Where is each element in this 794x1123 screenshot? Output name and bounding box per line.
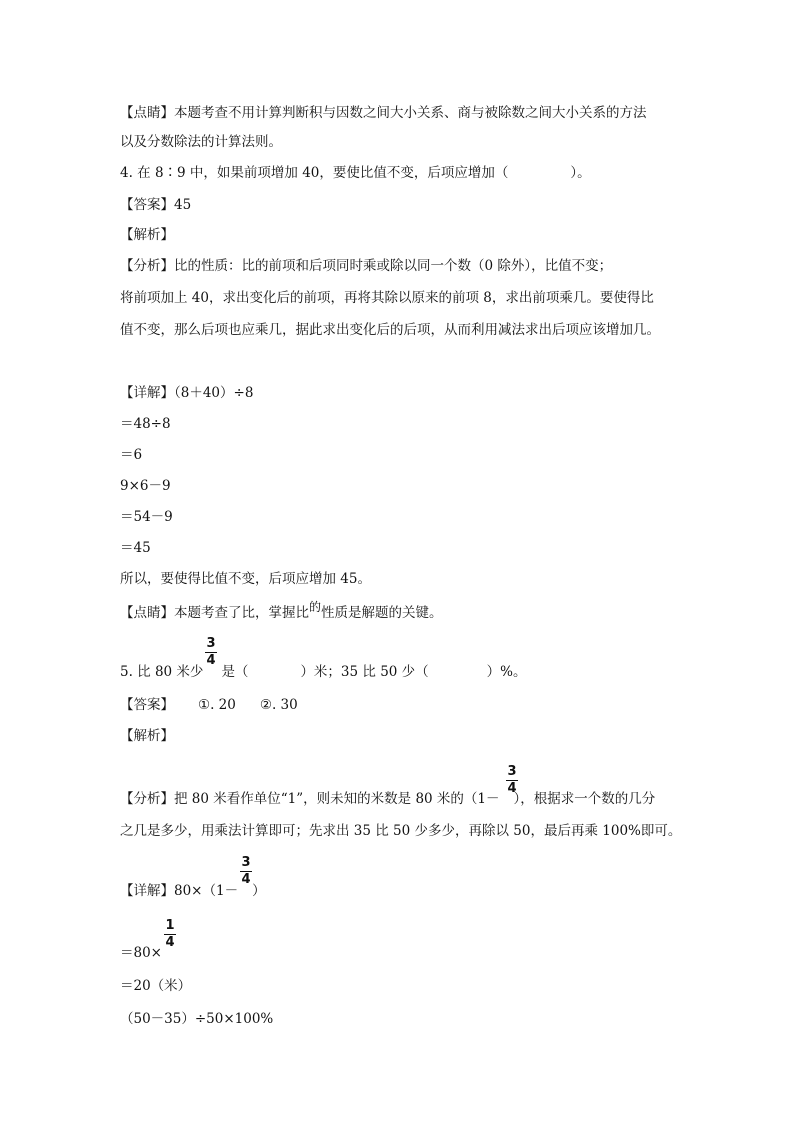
fenxi-tag: 【分析】 (120, 791, 174, 807)
q4-question-end: ）。 (570, 165, 591, 181)
fraction-denominator: 4 (241, 872, 251, 887)
q5-question-text: 5. 比 80 米少 (120, 664, 204, 680)
q4-detail (120, 384, 253, 402)
comment-text: 性质是解题的关键。 (321, 605, 443, 621)
fraction-numerator: 3 (507, 764, 517, 779)
q5-step2: ＝80× (120, 945, 162, 961)
q4-fenxi-line1 (120, 257, 612, 275)
q5-answer (120, 696, 298, 714)
q5-step2-fraction (164, 919, 176, 950)
fraction-numerator: 3 (241, 855, 251, 870)
q4-step: 9×6－9 (120, 478, 171, 494)
q4-fenxi-line2: 将前项加上 40，求出变化后的前项，再将其除以原来的前项 8，求出前项乘几。要使得比 (120, 290, 654, 306)
q4-comment (120, 600, 443, 622)
detail-tag: 【详解】 (120, 385, 174, 401)
q5-question-text: 是（ (221, 664, 249, 680)
q4-step: ＝6 (120, 447, 143, 463)
detail-step: 80×（1－ (174, 883, 239, 899)
detail-tag: 【详解】 (120, 883, 174, 899)
q4-step: ＝54－9 (120, 509, 173, 525)
fenxi-text: 把 80 米看作单位“1”，则未知的米数是 80 米的（1－ (174, 791, 500, 807)
comment-tag: 【点睛】 (120, 605, 174, 621)
fraction-numerator: 1 (165, 918, 175, 933)
answer-value-1: ①. 20 (198, 697, 236, 713)
fenxi-tag: 【分析】 (120, 258, 174, 274)
q3-comment-line2: 以及分数除法的计算法则。 (120, 134, 282, 150)
answer-value-2: ②. 30 (259, 697, 298, 713)
q5-step4: （50－35）÷50×100% (120, 1011, 274, 1027)
fraction-denominator: 4 (206, 653, 216, 668)
q5-fenxi-line1 (120, 790, 655, 808)
comment-text: 本题考查了比，掌握比 (174, 605, 309, 621)
q5-detail (120, 882, 266, 900)
q3-comment-line1 (120, 104, 647, 122)
q4-question-text: 4. 在 8∶9 中，如果前项增加 40，要使比值不变，后项应增加（ (120, 165, 509, 181)
fraction-denominator: 4 (507, 781, 517, 796)
answer-tag: 【答案】 (120, 697, 174, 713)
q5-analysis-tag: 【解析】 (120, 728, 174, 744)
q4-conclusion: 所以，要使得比值不变，后项应增加 45。 (120, 571, 371, 587)
comment-text-raised: 的 (309, 600, 322, 614)
q5-fenxi-line2: 之几是多少，用乘法计算即可；先求出 35 比 50 少多少，再除以 50，最后再乘 100%即可。 (120, 823, 682, 839)
q4-analysis-tag: 【解析】 (120, 227, 174, 243)
fraction-denominator: 4 (165, 935, 175, 950)
fenxi-text: ），根据求一个数的几分 (513, 791, 656, 807)
comment-tag: 【点睛】 (120, 105, 174, 121)
answer-tag: 【答案】 (120, 197, 174, 213)
q4-step: ＝45 (120, 540, 151, 556)
q5-step3: ＝20（米） (120, 978, 192, 994)
q5-question-text: ）%。 (486, 664, 527, 680)
comment-text: 本题考查不用计算判断积与因数之间大小关系、商与被除数之间大小关系的方法 (174, 105, 647, 121)
q4-question (120, 164, 591, 182)
answer-value: 45 (174, 197, 192, 213)
q5-question (120, 663, 527, 681)
q4-answer (120, 196, 191, 214)
q4-step: ＝48÷8 (120, 416, 171, 432)
detail-step: ） (252, 883, 266, 899)
fenxi-text: 比的性质：比的前项和后项同时乘或除以同一个数（0 除外），比值不变； (174, 258, 613, 274)
q4-fenxi-line3: 值不变，那么后项也应乘几，据此求出变化后的后项，从而利用减法求出后项应该增加几。 (120, 322, 660, 338)
detail-step: （8＋40）÷8 (174, 385, 254, 401)
q5-question-text: ）米；35 比 50 少（ (300, 664, 429, 680)
fraction-numerator: 3 (206, 636, 216, 651)
